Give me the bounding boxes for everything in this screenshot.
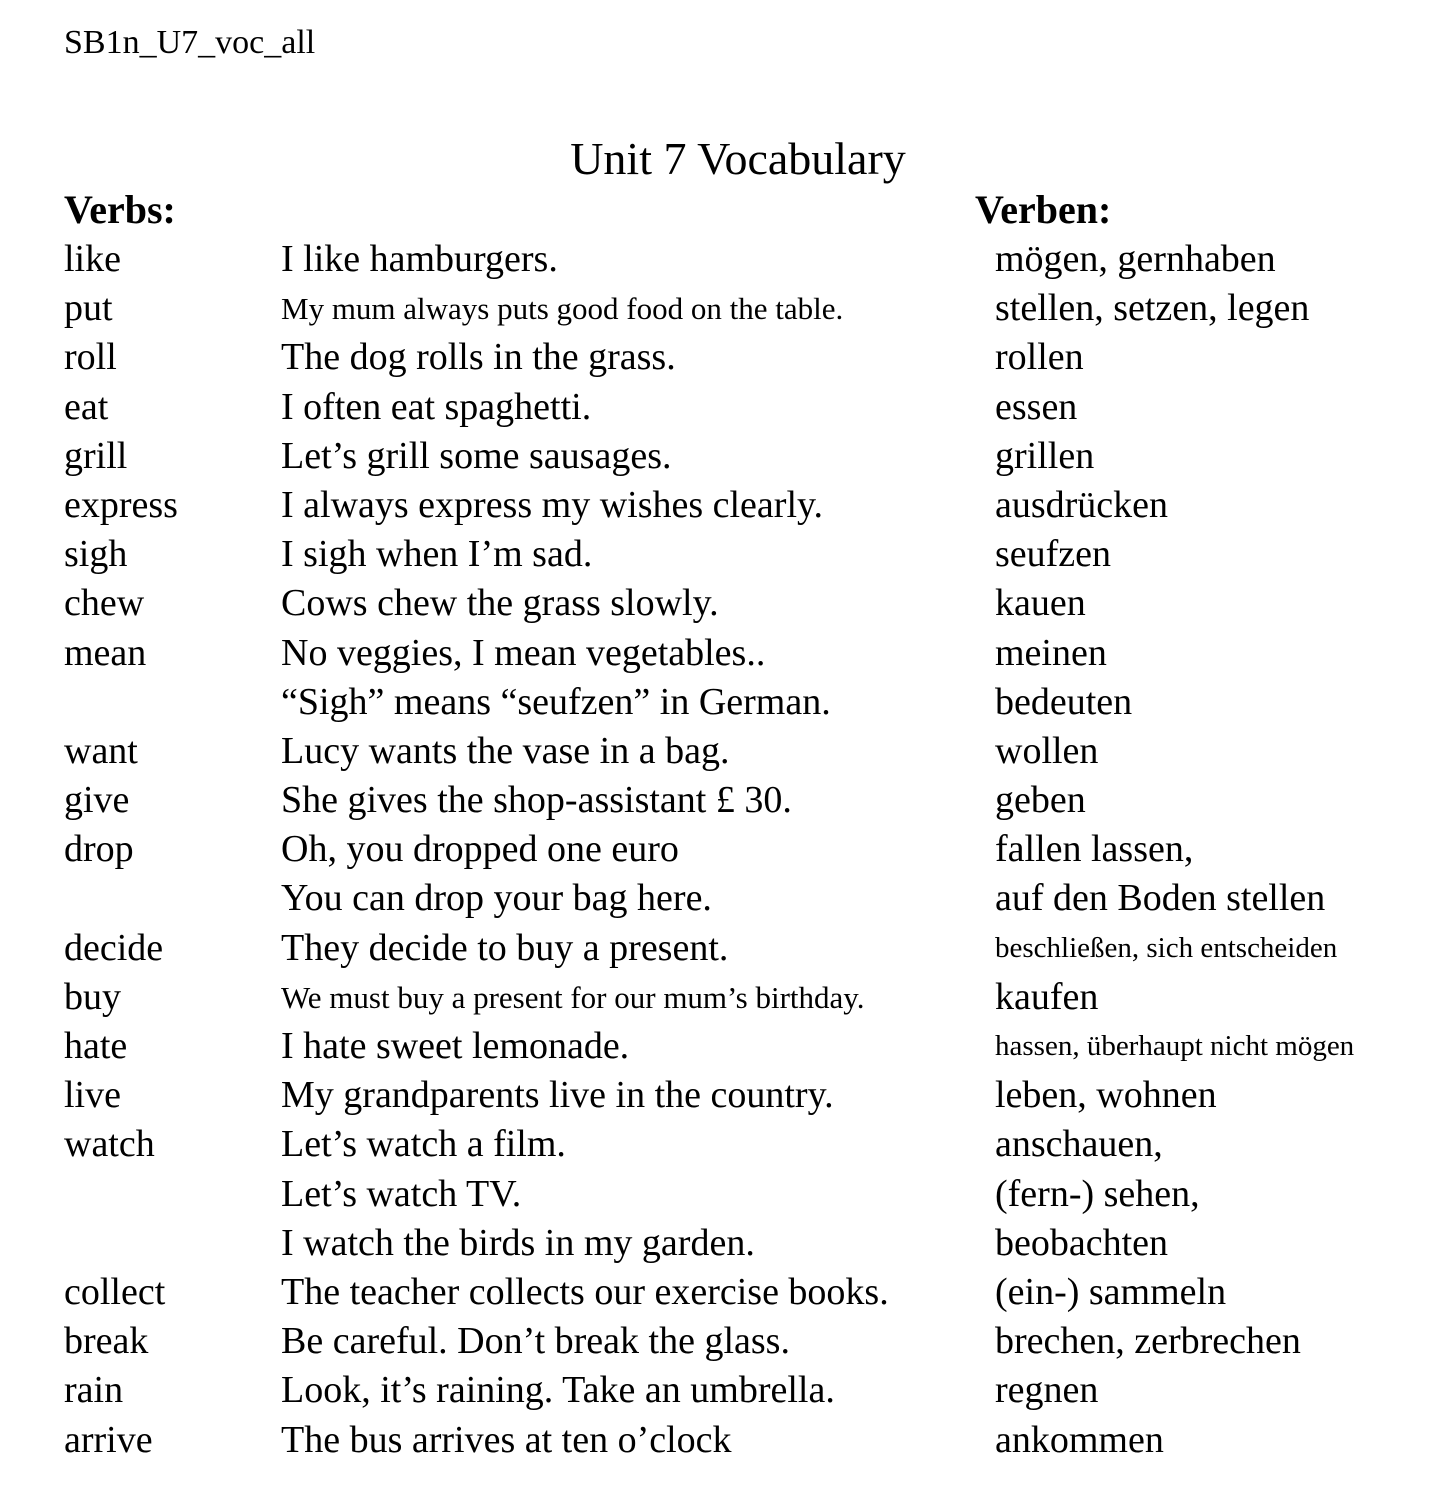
vocab-row	[0, 776, 1456, 825]
vocab-translation: meinen	[995, 631, 1107, 674]
document-id: SB1n_U7_voc_all	[64, 24, 316, 61]
vocab-word: arrive	[64, 1418, 153, 1461]
vocab-translation: seufzen	[995, 533, 1112, 576]
vocab-example: We must buy a present for our mum’s birthday.	[281, 979, 865, 1015]
vocab-word: live	[64, 1074, 121, 1117]
vocab-row	[0, 924, 1456, 973]
vocab-word: put	[64, 287, 113, 330]
vocab-example: She gives the shop-assistant £ 30.	[281, 779, 792, 822]
vocabulary-list	[0, 235, 1456, 1465]
vocab-word: grill	[64, 434, 128, 477]
vocab-example: Let’s watch TV.	[281, 1172, 522, 1215]
vocab-row	[0, 629, 1456, 678]
vocab-translation: fallen lassen,	[995, 828, 1194, 871]
vocab-row	[0, 727, 1456, 776]
vocab-word: watch	[64, 1123, 155, 1166]
vocab-row	[0, 1120, 1456, 1169]
vocab-translation: bedeuten	[995, 680, 1133, 723]
vocab-word: chew	[64, 582, 145, 625]
vocab-word: want	[64, 729, 138, 772]
vocab-row	[0, 678, 1456, 727]
vocab-example: They decide to buy a present.	[281, 926, 729, 969]
vocab-word: collect	[64, 1270, 166, 1313]
vocab-translation: ankommen	[995, 1418, 1164, 1461]
vocab-example: I like hamburgers.	[281, 238, 558, 280]
vocab-word: give	[64, 779, 130, 822]
vocab-translation: beschließen, sich entscheiden	[995, 931, 1338, 964]
vocab-row	[0, 530, 1456, 579]
vocab-word: roll	[64, 336, 117, 379]
vocab-row	[0, 1268, 1456, 1317]
heading-verbs-german: Verben:	[975, 187, 1112, 232]
vocab-translation: geben	[995, 779, 1086, 822]
vocab-example: I sigh when I’m sad.	[281, 533, 593, 576]
vocab-example: Be careful. Don’t break the glass.	[281, 1320, 790, 1363]
vocab-row	[0, 1366, 1456, 1415]
vocab-translation: ausdrücken	[995, 483, 1169, 526]
vocab-translation: auf den Boden stellen	[995, 877, 1326, 920]
vocab-translation: grillen	[995, 434, 1095, 477]
vocab-word: mean	[64, 631, 147, 674]
vocab-row	[0, 1416, 1456, 1465]
vocab-example: Look, it’s raining. Take an umbrella.	[281, 1369, 835, 1412]
vocab-example: I often eat spaghetti.	[281, 385, 592, 428]
vocab-word: drop	[64, 828, 134, 871]
vocab-example: The dog rolls in the grass.	[281, 336, 676, 379]
vocab-row	[0, 235, 1456, 284]
vocab-row	[0, 1022, 1456, 1071]
vocab-translation: rollen	[995, 336, 1084, 379]
vocab-translation: (ein-) sammeln	[995, 1270, 1227, 1313]
vocab-example: Let’s watch a film.	[281, 1123, 566, 1166]
vocab-row	[0, 973, 1456, 1022]
page-title: Unit 7 Vocabulary	[570, 133, 906, 184]
vocab-example: My mum always puts good food on the table.	[281, 291, 844, 327]
vocab-word: break	[64, 1320, 149, 1363]
vocab-row	[0, 383, 1456, 432]
vocab-translation: hassen, überhaupt nicht mögen	[995, 1030, 1355, 1062]
vocab-example: The bus arrives at ten o’clock	[281, 1418, 732, 1461]
vocab-translation: kaufen	[995, 975, 1099, 1018]
vocab-translation: mögen, gernhaben	[995, 238, 1276, 280]
vocab-word: sigh	[64, 533, 128, 576]
vocab-example: I always express my wishes clearly.	[281, 483, 824, 526]
vocab-example: My grandparents live in the country.	[281, 1074, 834, 1117]
vocab-word: eat	[64, 385, 109, 428]
vocab-row	[0, 333, 1456, 382]
vocab-example: I hate sweet lemonade.	[281, 1025, 630, 1067]
vocab-example: Oh, you dropped one euro	[281, 828, 679, 871]
vocab-translation: leben, wohnen	[995, 1074, 1217, 1117]
vocab-example: “Sigh” means “seufzen” in German.	[281, 680, 831, 723]
vocab-translation: (fern-) sehen,	[995, 1172, 1200, 1215]
vocab-example: You can drop your bag here.	[281, 877, 712, 920]
vocab-row	[0, 579, 1456, 628]
vocab-word: buy	[64, 975, 121, 1018]
vocab-example: Let’s grill some sausages.	[281, 434, 672, 477]
vocab-translation: regnen	[995, 1369, 1099, 1412]
vocab-word: like	[64, 238, 121, 280]
vocab-word: decide	[64, 926, 164, 969]
vocab-word: hate	[64, 1025, 128, 1067]
vocab-example: Cows chew the grass slowly.	[281, 582, 719, 625]
vocab-row	[0, 1170, 1456, 1219]
vocab-translation: essen	[995, 385, 1078, 428]
vocab-example: I watch the birds in my garden.	[281, 1221, 755, 1264]
vocab-translation: stellen, setzen, legen	[995, 287, 1310, 330]
vocab-example: The teacher collects our exercise books.	[281, 1270, 889, 1313]
vocab-translation: kauen	[995, 582, 1086, 625]
vocab-row	[0, 825, 1456, 874]
vocab-translation: brechen, zerbrechen	[995, 1320, 1301, 1363]
vocab-word: express	[64, 483, 178, 526]
vocab-word: rain	[64, 1369, 124, 1412]
vocab-translation: beobachten	[995, 1221, 1169, 1264]
vocab-row	[0, 874, 1456, 923]
vocab-row	[0, 432, 1456, 481]
vocab-translation: anschauen,	[995, 1123, 1163, 1166]
vocab-translation: wollen	[995, 729, 1099, 772]
vocab-example: Lucy wants the vase in a bag.	[281, 729, 730, 772]
heading-verbs-english: Verbs:	[64, 187, 176, 232]
vocab-row	[0, 1317, 1456, 1366]
vocab-row	[0, 481, 1456, 530]
vocab-row	[0, 284, 1456, 333]
vocab-row	[0, 1219, 1456, 1268]
vocab-example: No veggies, I mean vegetables..	[281, 631, 766, 674]
vocab-row	[0, 1071, 1456, 1120]
